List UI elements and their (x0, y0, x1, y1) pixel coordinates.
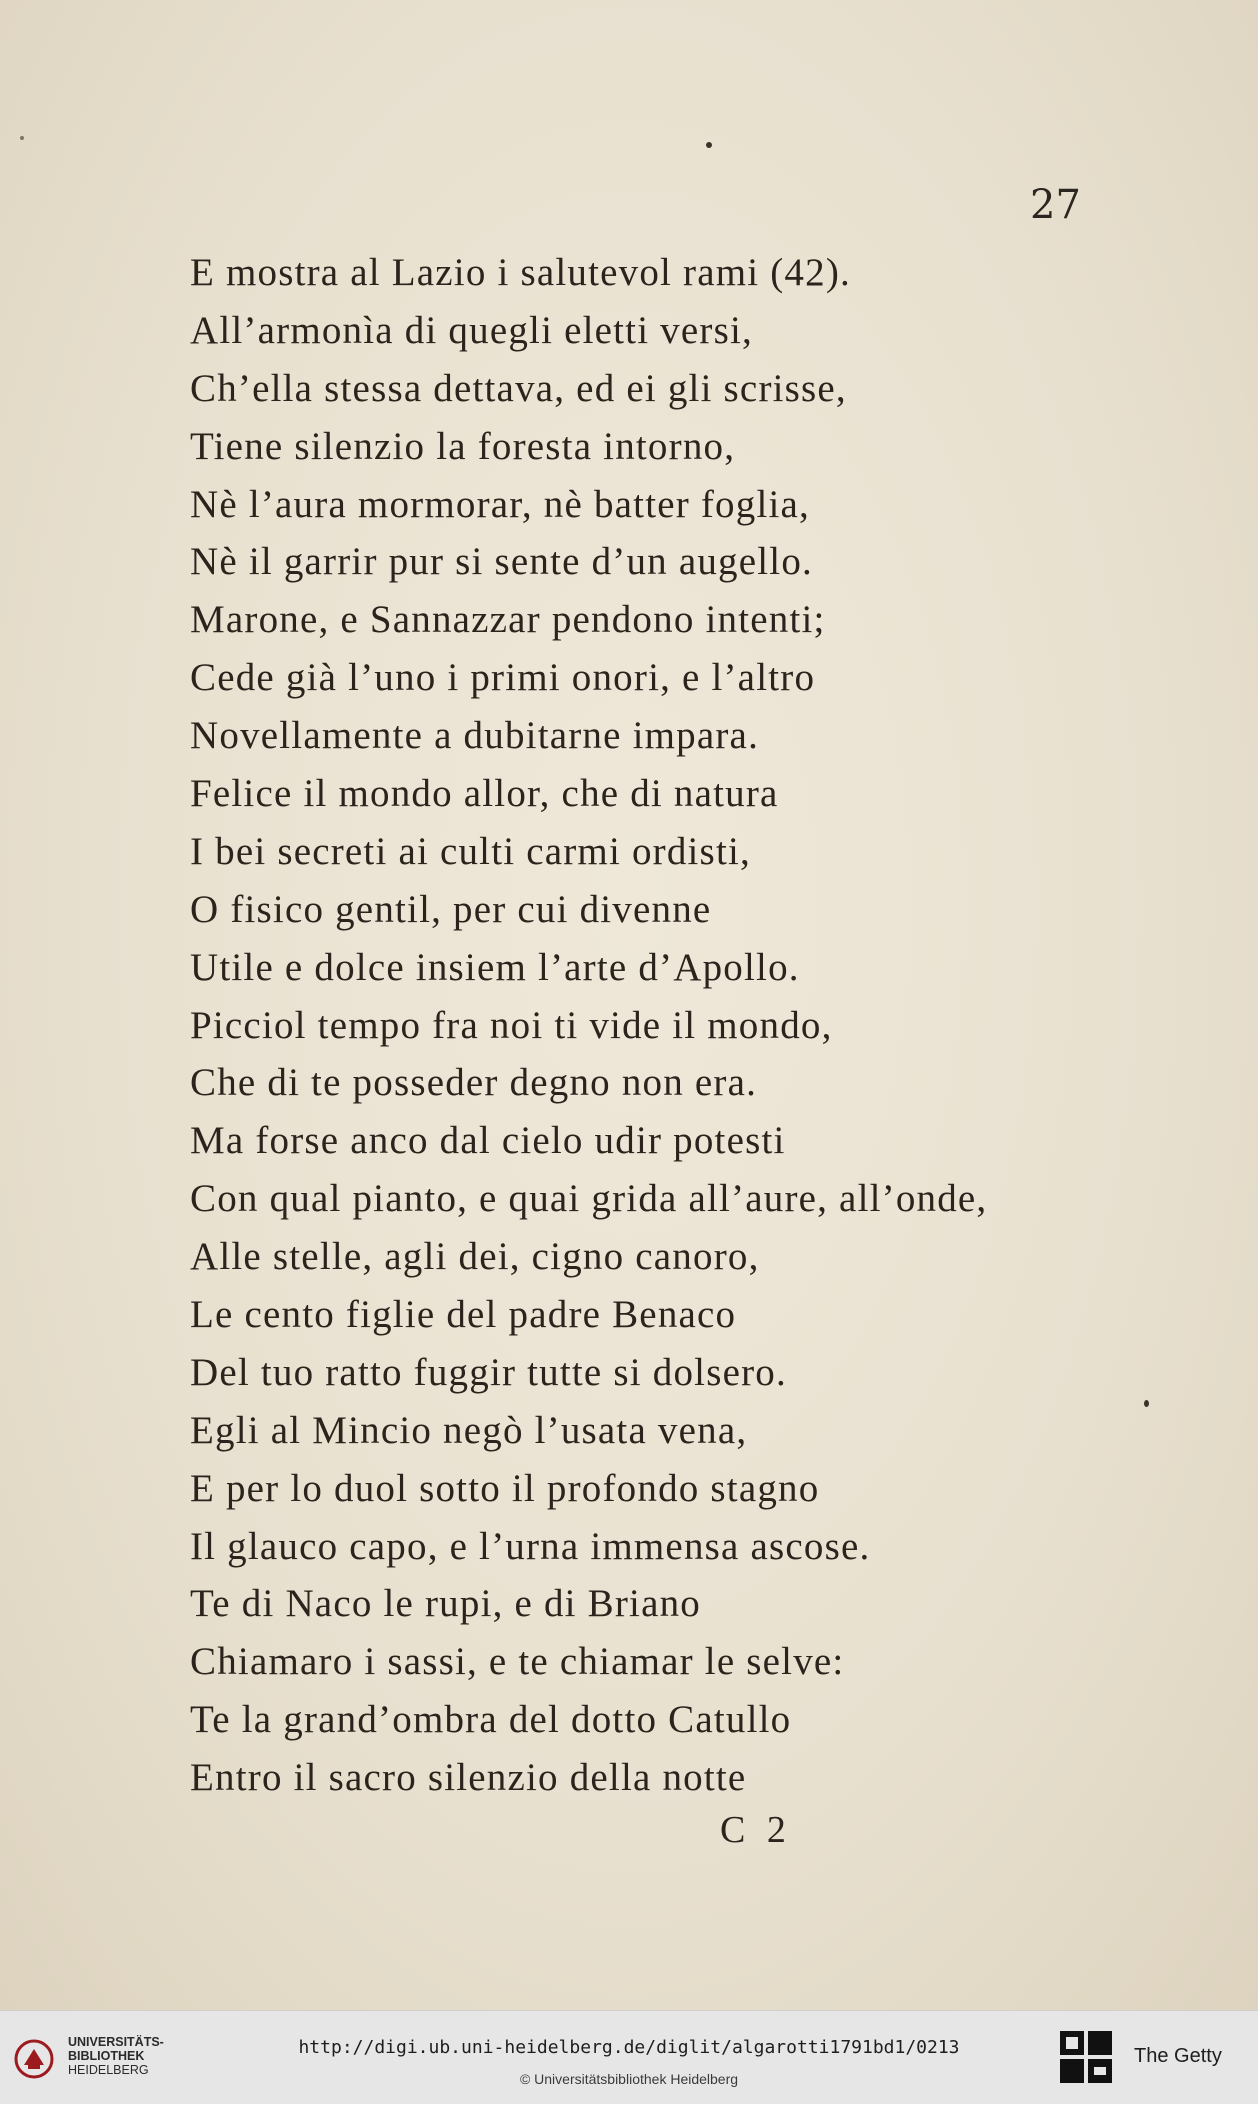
getty-label: The Getty (1134, 2045, 1222, 2067)
poem-line: E mostra al Lazio i salutevol rami (42). (190, 251, 851, 294)
poem-line: Nè l’aura mormorar, nè batter foglia, (190, 482, 810, 526)
uni-name-line3: HEIDELBERG (68, 2063, 149, 2077)
poem-line: Picciol tempo fra noi ti vide il mondo, (190, 1003, 833, 1047)
poem-text (190, 244, 1150, 1807)
poem-line: Entro il sacro silenzio della notte (190, 1756, 747, 1800)
permalink-url[interactable]: http://digi.ub.uni-heidelberg.de/diglit/algarotti1791bd1/0213 (298, 2037, 960, 2058)
poem-line: O fisico gentil, per cui divenne (190, 887, 712, 931)
poem-line: Felice il mondo allor, che di natura (190, 772, 779, 816)
getty-logo-icon (1058, 2029, 1114, 2089)
uni-name-line2: BIBLIOTHEK (68, 2049, 145, 2063)
copyright-notice: © Universitätsbibliothek Heidelberg (519, 2071, 739, 2087)
poem-line: Che di te posseder degno non era. (190, 1061, 758, 1105)
poem-line: Marone, e Sannazzar pendono intenti; (190, 598, 826, 642)
poem-line: Te la grand’ombra del dotto Catullo (190, 1698, 792, 1742)
poem-line: Te di Naco le rupi, e di Briano (190, 1582, 701, 1626)
poem-line: E per lo duol sotto il profondo stagno (190, 1466, 820, 1510)
poem-line: Ch’ella stessa dettava, ed ei gli scrisse, (190, 366, 847, 410)
poem-line: Del tuo ratto fuggir tutte si dolsero. (190, 1350, 787, 1394)
poem-line: Nè il garrir pur si sente d’un augello. (190, 540, 813, 584)
signature-mark: C 2 (720, 1809, 792, 1851)
ink-speck (706, 142, 712, 148)
poem-line: Con qual pianto, e quai grida all’aure, all’onde, (190, 1177, 988, 1221)
uni-name-line1: UNIVERSITÄTS- (68, 2035, 164, 2049)
poem-line: Il glauco capo, e l’urna immensa ascose. (190, 1524, 871, 1568)
poem-line: Ma forse anco dal cielo udir potesti (190, 1119, 786, 1163)
poem-line: Tiene silenzio la foresta intorno, (190, 424, 736, 468)
poem-line: I bei secreti ai culti carmi ordisti, (190, 829, 751, 873)
poem-line: Cede già l’uno i primi onori, e l’altro (190, 656, 816, 700)
viewer-footer (0, 2010, 1258, 2104)
poem-line: Le cento figlie del padre Benaco (190, 1293, 737, 1337)
poem-line: All’armonìa di quegli eletti versi, (190, 308, 753, 352)
poem-line: Egli al Mincio negò l’usata vena, (190, 1408, 748, 1452)
page-number: 27 (1030, 182, 1081, 228)
poem-line: Chiamaro i sassi, e te chiamar le selve: (190, 1640, 845, 1684)
poem-line: Novellamente a dubitarne impara. (190, 714, 760, 758)
poem-line: Utile e dolce insiem l’arte d’Apollo. (190, 945, 800, 989)
poem-line: Alle stelle, agli dei, cigno canoro, (190, 1235, 760, 1279)
ink-speck (20, 136, 24, 140)
